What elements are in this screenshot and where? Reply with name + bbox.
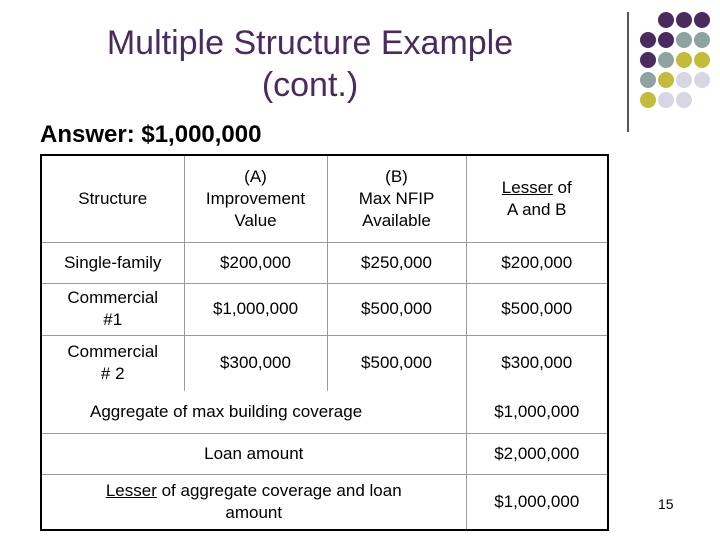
decorative-dot (640, 92, 656, 108)
decorative-dot (640, 72, 656, 88)
decorative-dot (694, 12, 710, 28)
row-lesser-value: $500,000 (466, 283, 608, 335)
loan-row (41, 433, 608, 474)
final-label: Lesser of aggregate coverage and loan amount (41, 474, 466, 530)
slide-title (40, 22, 580, 106)
decorative-dot (694, 72, 710, 88)
decorative-dot (676, 72, 692, 88)
decorative-dot (658, 72, 674, 88)
decorative-dot (640, 52, 656, 68)
final-value: $1,000,000 (466, 474, 608, 530)
row-improvement-value: $300,000 (184, 335, 327, 391)
row-structure-name: Single-family (41, 242, 184, 283)
row-max-nfip: $250,000 (327, 242, 466, 283)
decorative-dot (658, 32, 674, 48)
table-row (41, 283, 608, 335)
row-max-nfip: $500,000 (327, 283, 466, 335)
decorative-dot (676, 12, 692, 28)
decorative-dot (694, 52, 710, 68)
final-row (41, 474, 608, 530)
header-improvement-value: (A) Improvement Value (184, 155, 327, 242)
answer-subtitle: Answer: $1,000,000 (40, 121, 262, 148)
decorative-dot (676, 92, 692, 108)
decorative-divider (627, 12, 629, 132)
table-header-row (41, 155, 608, 242)
row-structure-name: Commercial #1 (41, 283, 184, 335)
aggregate-label: Aggregate of max building coverage (41, 391, 466, 433)
decorative-dot (694, 32, 710, 48)
loan-value: $2,000,000 (466, 433, 608, 474)
aggregate-row (41, 391, 608, 433)
title-line-2: (cont.) (261, 66, 359, 104)
row-improvement-value: $200,000 (184, 242, 327, 283)
title-line-1: Multiple Structure Example (106, 24, 514, 62)
decorative-dot-grid (638, 10, 720, 130)
page-number: 15 (658, 496, 674, 512)
decorative-dot (658, 92, 674, 108)
decorative-dot (676, 32, 692, 48)
row-lesser-value: $200,000 (466, 242, 608, 283)
loan-label: Loan amount (41, 433, 466, 474)
decorative-dot (658, 52, 674, 68)
row-improvement-value: $1,000,000 (184, 283, 327, 335)
decorative-dot (658, 12, 674, 28)
header-max-nfip: (B) Max NFIP Available (327, 155, 466, 242)
table-row (41, 242, 608, 283)
row-max-nfip: $500,000 (327, 335, 466, 391)
row-structure-name: Commercial # 2 (41, 335, 184, 391)
decorative-dot (640, 32, 656, 48)
header-structure: Structure (41, 155, 184, 242)
coverage-table (40, 154, 609, 531)
aggregate-value: $1,000,000 (466, 391, 608, 433)
header-lesser-of-a-and-b: Lesser of A and B (466, 155, 608, 242)
decorative-dot (676, 52, 692, 68)
table-row (41, 335, 608, 391)
row-lesser-value: $300,000 (466, 335, 608, 391)
